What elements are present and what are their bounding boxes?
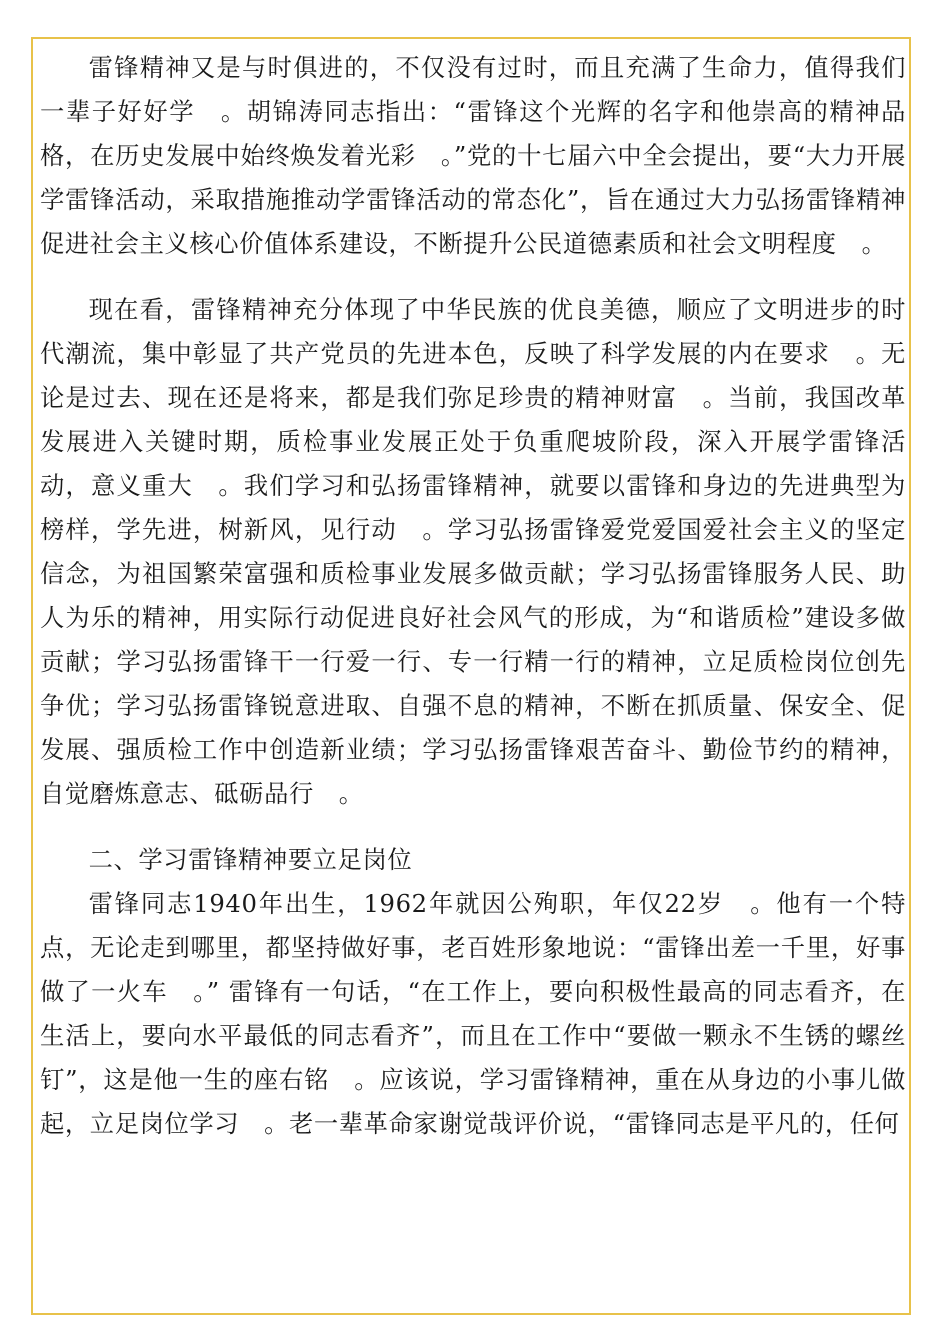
paragraph-lei-feng-biography: 雷锋同志1940年出生，1962年就因公殉职，年仅22岁 。他有一个特点，无论走到哪里，都坚持做好事，老百姓形象地说：“雷锋出差一千里，好事做了一火车 。” 雷锋有一句话，“在工作上，要向积极性最高的同志看齐，在生活上，要向水平最低的同志看齐”，而且在工作中“要做一颗永不生锈的螺丝钉”，这是他一生的座右铭 。应该说，学习雷锋精神，重在从身边的小事儿做起，立足岗位学习 。老一辈革命家谢觉哉评价说，“雷锋同志是平凡的，任何 bbox=[40, 889, 906, 1138]
section-heading: 二、学习雷锋精神要立足岗位 bbox=[88, 845, 413, 874]
paragraph-spirit-virtues: 现在看，雷锋精神充分体现了中华民族的优良美德，顺应了文明进步的时代潮流，集中彰显了共产党员的先进本色，反映了科学发展的内在要求 。无论是过去、现在还是将来，都是我们弥足珍贵的精神财富 。当前，我国改革发展进入关键时期，质检事业发展正处于负重爬坡阶段，深入开展学雷锋活动，意义重大 。我们学习和弘扬雷锋精神，就要以雷锋和身边的先进典型为榜样，学先进，树新风，见行动 。学习弘扬雷锋爱党爱国爱社会主义的坚定信念，为祖国繁荣富强和质检事业发展多做贡献；学习弘扬雷锋服务人民、助人为乐的精神，用实际行动促进良好社会风气的形成，为“和谐质检”建设多做贡献；学习弘扬雷锋干一行爱一行、专一行精一行的精神，立足质检岗位创先争优；学习弘扬雷锋锐意进取、自强不息的精神，不断在抓质量、保安全、促发展、强质检工作中创造新业绩；学习弘扬雷锋艰苦奋斗、勤俭节约的精神，自觉磨炼意志、砥砺品行 。 bbox=[40, 295, 906, 808]
paragraph-spirit-with-times: 雷锋精神又是与时俱进的，不仅没有过时，而且充满了生命力，值得我们一辈子好好学 。胡锦涛同志指出：“雷锋这个光辉的名字和他崇高的精神品格，在历史发展中始终焕发着光彩 。”党的十七届六中全会提出，要“大力开展学雷锋活动，采取措施推动学雷锋活动的常态化”，旨在通过大力弘扬雷锋精神促进社会主义核心价值体系建设，不断提升公民道德素质和社会文明程度 。 bbox=[40, 53, 906, 258]
document-body bbox=[40, 46, 906, 1146]
